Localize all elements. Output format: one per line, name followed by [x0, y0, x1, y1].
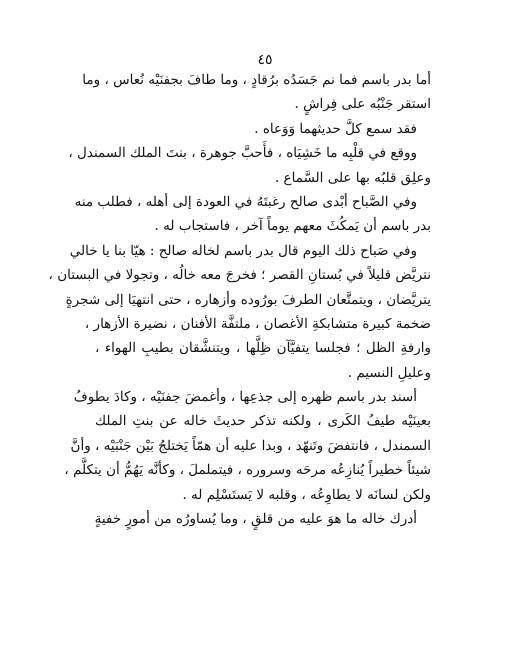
text-line: بدر باسم أن يَمكُثَ معهم يوماً آخر ، فاستجاب له . — [154, 218, 431, 235]
text-line: ضخمة كبيرة متشابكةِ الأغصان ، ملتفَّة الأفنان ، نضيرة الأزهار ، — [84, 315, 431, 332]
text-line: ووقع في قلْبِه ما خَشِيَاه ، فأَحبَّ جوهرة ، بنتَ الملك السمندل ، — [68, 145, 417, 162]
text-line: نتريَّض قليلاً في بُستانِ القصر ؛ فخرجَ معه خالُه ، وتجولا في البستان ، — [48, 267, 431, 284]
text-line: وفي الصَّباح أبْدى صالح رغبتَهُ في العودة إلى أهله ، فطلب منه — [74, 193, 417, 210]
body-text — [48, 68, 431, 531]
text-line: أسند بدر باسم ظهره إلى جذعِها ، وأغمضَ جفنَيْه ، وكادَ يطوفُ — [73, 389, 417, 406]
text-line: بعينَيْه طيفُ الكَرى ، ولكنه تذكر حديثَ خاله عن بنتِ الملك — [95, 413, 431, 430]
text-line: السمندل ، فانتفضَ وتَنهّد ، وبدا عليه أن همّاً يَختلجُ بَيْن جَنْبَيْه ، وأنَّ — [70, 437, 431, 454]
text-line: يتريَّضان ، ويتمتَّعان الطرفَ بورُوده وأزهاره ، حتى انتهيَا إلى شجرةٍ — [65, 291, 431, 308]
text-line: شيئاً خطيراً يُنازِعُه مرحَه وسروره ، فيتململَ ، وكأنَّه يَهُمُّ أن يتكلَّم ، — [64, 462, 431, 479]
text-line: استقر جَنْبُه على فِراشٍ . — [294, 96, 431, 113]
text-line: وارفةِ الظل ؛ فجلسا يتفيَّآن ظِلَّها ، ويتنشَّقان بطيبِ الهواء ، — [95, 340, 431, 357]
text-line: وعليلِ النسيم . — [347, 364, 431, 381]
text-line: وعلِق قلبُه بها على السَّماع . — [274, 169, 431, 186]
text-line: وفي صَباح ذلك اليوم قال بدر باسم لخاله صالح : هيّا بنا يا خالي — [69, 242, 417, 259]
text-line: أما بدر باسم فما نم جَسَدُه برُقادٍ ، وما طافَ بجفنَيْه نُعاس ، وما — [82, 72, 431, 88]
text-line: فقد سمع كلَّ حديثهما وَوَعاه . — [254, 120, 417, 137]
page-number: ٤٥ — [257, 52, 273, 68]
text-line: ولكن لسانَه لا يطاوِعُه ، وقلبه لا يَستَسْلِم له . — [182, 486, 431, 503]
text-line: أدرك خاله ما هوَ عليه من قلقٍ ، وما يُساورُه من أمورٍ خفيةٍ — [94, 511, 417, 528]
